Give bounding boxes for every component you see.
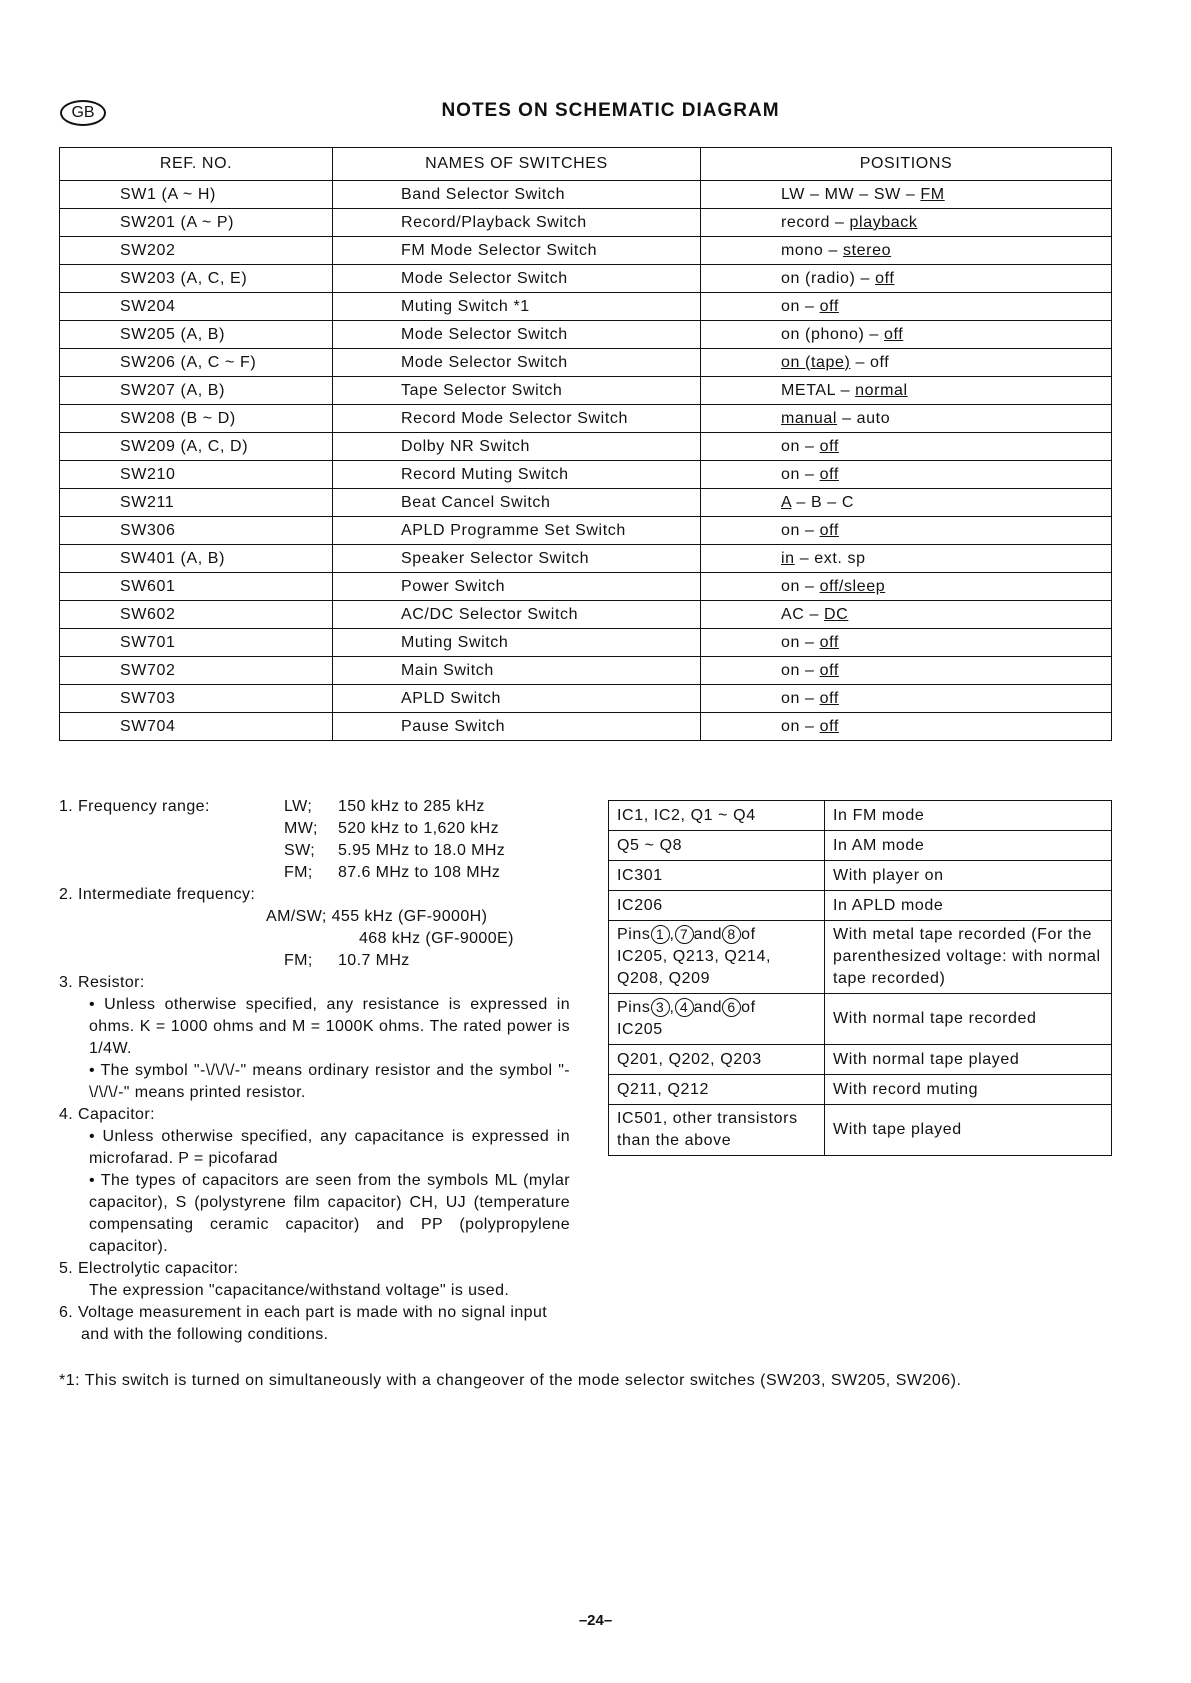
position-cell: on – off (701, 433, 1112, 461)
table-row (60, 517, 1112, 545)
table-row (609, 1105, 1112, 1156)
resistor-note-2: • The symbol "-\/\/\/-" means ordinary resistor and the symbol "-\/\/\/-" means printed resistor. (89, 1062, 570, 1101)
condition-table (608, 800, 1112, 1156)
default-position: off (819, 689, 839, 707)
table-row (60, 657, 1112, 685)
name-cell: APLD Switch (333, 685, 701, 713)
default-position: playback (849, 213, 918, 231)
table-row (60, 685, 1112, 713)
header-names: NAMES OF SWITCHES (333, 148, 701, 181)
name-cell: Muting Switch *1 (333, 293, 701, 321)
name-cell: Mode Selector Switch (333, 321, 701, 349)
ref-cell: SW206 (A, C ~ F) (60, 349, 333, 377)
table-row (609, 891, 1112, 921)
position-cell: on – off (701, 293, 1112, 321)
position-cell: record – playback (701, 209, 1112, 237)
default-position: off (875, 269, 895, 287)
table-row (60, 573, 1112, 601)
default-position: off (819, 717, 839, 735)
part-cell: IC206 (609, 891, 825, 921)
ref-cell: SW209 (A, C, D) (60, 433, 333, 461)
table-row (60, 265, 1112, 293)
default-position: DC (824, 605, 849, 623)
name-cell: Main Switch (333, 657, 701, 685)
name-cell: Beat Cancel Switch (333, 489, 701, 517)
page-number: –24– (578, 1612, 613, 1629)
name-cell: APLD Programme Set Switch (333, 517, 701, 545)
name-cell: Muting Switch (333, 629, 701, 657)
ref-cell: SW601 (60, 573, 333, 601)
name-cell: Power Switch (333, 573, 701, 601)
part-cell: IC301 (609, 861, 825, 891)
default-position: off (819, 465, 839, 483)
position-cell: on – off (701, 713, 1112, 741)
condition-cell: With player on (825, 861, 1112, 891)
position-cell: on – off (701, 517, 1112, 545)
table-row (609, 1075, 1112, 1105)
position-cell: in – ext. sp (701, 545, 1112, 573)
table-row (609, 1045, 1112, 1075)
part-cell: IC1, IC2, Q1 ~ Q4 (609, 801, 825, 831)
ref-cell: SW703 (60, 685, 333, 713)
condition-cell: In FM mode (825, 801, 1112, 831)
name-cell: Record Muting Switch (333, 461, 701, 489)
if-am-e: 468 kHz (GF-9000E) (359, 930, 514, 947)
table-row (609, 831, 1112, 861)
capacitor-note-1: • Unless otherwise specified, any capacitance is expressed in microfarad. P = picofarad (89, 1128, 570, 1167)
ref-cell: SW211 (60, 489, 333, 517)
note-5: 5. Electrolytic capacitor: (59, 1260, 239, 1277)
footnote: *1: This switch is turned on simultaneously with a changeover of the mode selector switches (SW203, SW205, SW206). (59, 1372, 962, 1389)
electrolytic-note: The expression "capacitance/withstand voltage" is used. (89, 1282, 510, 1299)
table-row (609, 994, 1112, 1045)
position-cell: manual – auto (701, 405, 1112, 433)
condition-cell: In APLD mode (825, 891, 1112, 921)
table-header-row (60, 148, 1112, 181)
table-row (60, 545, 1112, 573)
table-row (609, 801, 1112, 831)
default-position: off (819, 437, 839, 455)
condition-cell: With record muting (825, 1075, 1112, 1105)
ref-cell: SW1 (A ~ H) (60, 181, 333, 209)
ref-cell: SW602 (60, 601, 333, 629)
position-cell: METAL – normal (701, 377, 1112, 405)
name-cell: Record/Playback Switch (333, 209, 701, 237)
ref-cell: SW201 (A ~ P) (60, 209, 333, 237)
table-row (60, 433, 1112, 461)
ref-cell: SW208 (B ~ D) (60, 405, 333, 433)
if-am: AM/SW; 455 kHz (GF-9000H) (266, 908, 488, 925)
name-cell: Mode Selector Switch (333, 265, 701, 293)
default-position: off (819, 633, 839, 651)
table-row (60, 237, 1112, 265)
name-cell: AC/DC Selector Switch (333, 601, 701, 629)
capacitor-note-2: • The types of capacitors are seen from the symbols ML (mylar capacitor), S (polystyrene film capacitor) CH, UJ (temperature compensating ceramic capacitor) and PP (polypropylene capacitor). (89, 1172, 570, 1255)
default-position: on (tape) (781, 353, 851, 371)
position-cell: on – off/sleep (701, 573, 1112, 601)
default-position: A (781, 493, 792, 511)
ref-cell: SW701 (60, 629, 333, 657)
table-row (60, 209, 1112, 237)
header-ref: REF. NO. (60, 148, 333, 181)
position-cell: on – off (701, 657, 1112, 685)
name-cell: Mode Selector Switch (333, 349, 701, 377)
position-cell: on – off (701, 629, 1112, 657)
default-position: off/sleep (819, 577, 886, 595)
table-row (60, 489, 1112, 517)
table-row (609, 861, 1112, 891)
table-row (60, 629, 1112, 657)
name-cell: Tape Selector Switch (333, 377, 701, 405)
table-row (60, 461, 1112, 489)
name-cell: Speaker Selector Switch (333, 545, 701, 573)
table-row (60, 601, 1112, 629)
table-row (60, 349, 1112, 377)
default-position: off (819, 661, 839, 679)
name-cell: Record Mode Selector Switch (333, 405, 701, 433)
position-cell: AC – DC (701, 601, 1112, 629)
ref-cell: SW202 (60, 237, 333, 265)
freq-row: FM; 87.6 MHz to 108 MHz (284, 864, 501, 881)
position-cell: on (radio) – off (701, 265, 1112, 293)
position-cell: on (tape) – off (701, 349, 1112, 377)
ref-cell: SW210 (60, 461, 333, 489)
condition-cell: With normal tape played (825, 1045, 1112, 1075)
default-position: manual (781, 409, 838, 427)
note-3: 3. Resistor: (59, 974, 145, 991)
position-cell: on – off (701, 685, 1112, 713)
part-cell: Pins 1 , 7 and 8 of IC205, Q213, Q214, Q208, Q209 (609, 921, 825, 994)
ref-cell: SW704 (60, 713, 333, 741)
default-position: FM (920, 185, 945, 203)
page-title: NOTES ON SCHEMATIC DIAGRAM (441, 100, 780, 121)
default-position: off (883, 325, 904, 343)
name-cell: Pause Switch (333, 713, 701, 741)
default-position: stereo (843, 241, 892, 259)
name-cell: Band Selector Switch (333, 181, 701, 209)
condition-cell: With normal tape recorded (825, 994, 1112, 1045)
table-row (609, 921, 1112, 994)
ref-cell: SW401 (A, B) (60, 545, 333, 573)
freq-row: MW; 520 kHz to 1,620 kHz (284, 820, 499, 837)
table-row (60, 377, 1112, 405)
switch-table (59, 147, 1112, 741)
default-position: off (819, 297, 839, 315)
part-cell: Q201, Q202, Q203 (609, 1045, 825, 1075)
ref-cell: SW204 (60, 293, 333, 321)
ref-cell: SW205 (A, B) (60, 321, 333, 349)
part-cell: Q211, Q212 (609, 1075, 825, 1105)
name-cell: FM Mode Selector Switch (333, 237, 701, 265)
default-position: in (781, 549, 795, 567)
ref-cell: SW702 (60, 657, 333, 685)
table-row (60, 713, 1112, 741)
part-cell: Pins 3 , 4 and 6 of IC205 (609, 994, 825, 1045)
name-cell: Dolby NR Switch (333, 433, 701, 461)
position-cell: A – B – C (701, 489, 1112, 517)
ref-cell: SW306 (60, 517, 333, 545)
position-cell: LW – MW – SW – FM (701, 181, 1112, 209)
note-6: 6. Voltage measurement in each part is made with no signal input and with the following conditions. (59, 1304, 548, 1343)
part-cell: Q5 ~ Q8 (609, 831, 825, 861)
table-row (60, 181, 1112, 209)
gb-badge: GB (60, 100, 106, 126)
part-cell: IC501, other transistors than the above (609, 1105, 825, 1156)
table-row (60, 321, 1112, 349)
condition-cell: With metal tape recorded (For the parenthesized voltage: with normal tape recorded) (825, 921, 1112, 994)
ref-cell: SW207 (A, B) (60, 377, 333, 405)
resistor-note-1: • Unless otherwise specified, any resistance is expressed in ohms. K = 1000 ohms and M = 1000K ohms. The rated power is 1/4W. (89, 996, 570, 1057)
note-2: 2. Intermediate frequency: (59, 886, 256, 903)
header-positions: POSITIONS (701, 148, 1112, 181)
note-4: 4. Capacitor: (59, 1106, 155, 1123)
default-position: normal (855, 381, 908, 399)
table-row (60, 293, 1112, 321)
freq-row: 1. Frequency range: LW; 150 kHz to 285 kHz (59, 798, 485, 815)
position-cell: on – off (701, 461, 1112, 489)
freq-row: SW; 5.95 MHz to 18.0 MHz (284, 842, 506, 859)
ref-cell: SW203 (A, C, E) (60, 265, 333, 293)
position-cell: on (phono) – off (701, 321, 1112, 349)
condition-cell: In AM mode (825, 831, 1112, 861)
default-position: off (819, 521, 839, 539)
if-fm: FM; 10.7 MHz (284, 952, 410, 969)
condition-cell: With tape played (825, 1105, 1112, 1156)
position-cell: mono – stereo (701, 237, 1112, 265)
notes-list (59, 796, 570, 1346)
table-row (60, 405, 1112, 433)
